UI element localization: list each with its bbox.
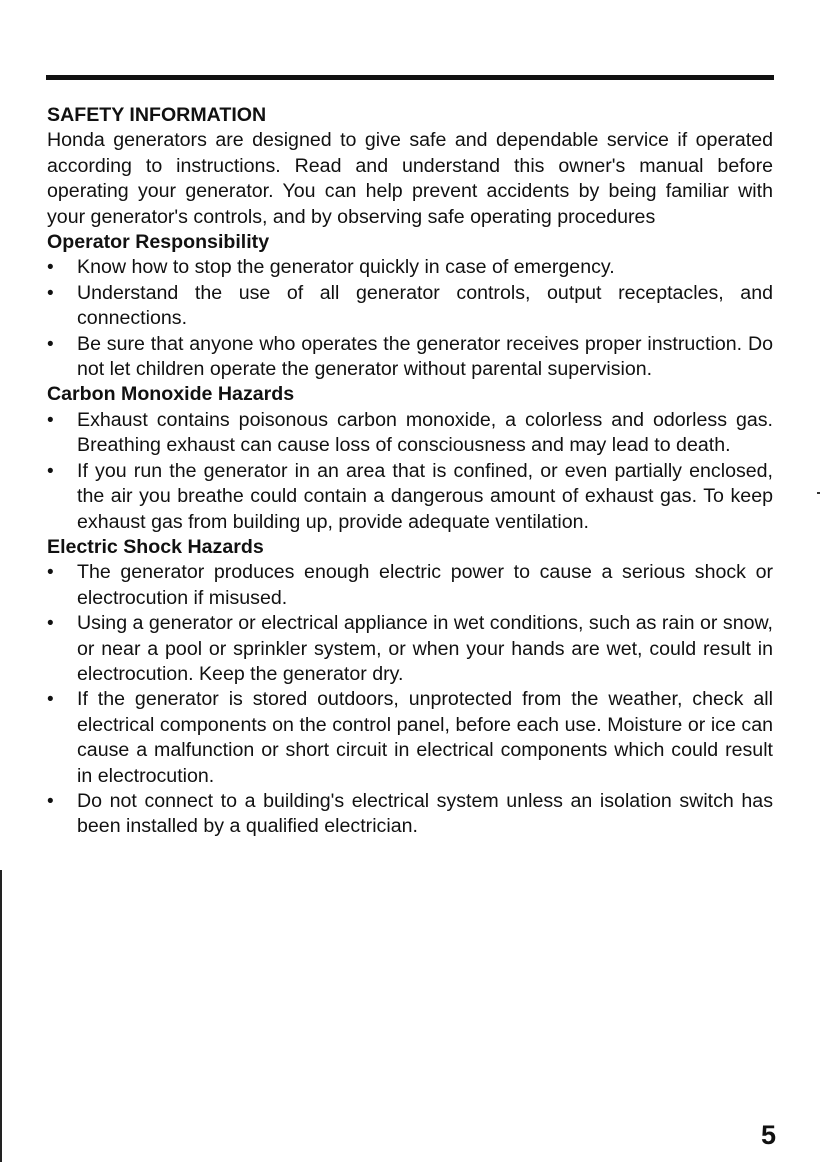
list-item: • Exhaust contains poisonous carbon monoxide, a colorless and odorless gas. Breathing exhaust can cause loss of consciousness and may lead to death.	[47, 408, 773, 459]
list-item: • Understand the use of all generator controls, output receptacles, and connections.	[47, 281, 773, 332]
operator-title: Operator Responsibility	[47, 231, 270, 254]
safety-intro: Honda generators are designed to give safe and dependable service if operated according to instructions. Read and understand this owner's manual before operating your generator. You can help prevent accidents by being familiar with your generator's controls, and by observing safe operating procedures	[47, 129, 773, 228]
carbon-title: Carbon Monoxide Hazards	[47, 383, 295, 406]
list-item: • Be sure that anyone who operates the generator receives proper instruction. Do not let children operate the generator without parental supervision.	[47, 332, 773, 383]
top-rule	[46, 75, 774, 80]
page-edge	[0, 870, 2, 1162]
list-item: • Using a generator or electrical appliance in wet conditions, such as rain or snow, or near a pool or sprinkler system, or when your hands are wet, could result in electrocution. Keep the generator dry.	[47, 611, 773, 687]
list-item: • Know how to stop the generator quickly in case of emergency.	[47, 255, 773, 280]
electric-title: Electric Shock Hazards	[47, 535, 264, 558]
list-item: • If the generator is stored outdoors, unprotected from the weather, check all electrical components on the control panel, before each use. Moisture or ice can cause a malfunction or short circuit in electrical components which could result in electrocution.	[47, 687, 773, 789]
carbon-list	[47, 408, 773, 535]
list-item: • The generator produces enough electric power to cause a serious shock or electrocution if misused.	[47, 560, 773, 611]
safety-title: SAFETY INFORMATION	[47, 104, 267, 126]
list-item: • Do not connect to a building's electrical system unless an isolation switch has been installed by a qualified electrician.	[47, 789, 773, 840]
list-item: • If you run the generator in an area that is confined, or even partially enclosed, the air you breathe could contain a dangerous amount of exhaust gas. To keep exhaust gas from building up, provide adequate ventilation.	[47, 459, 773, 535]
operator-list	[47, 255, 773, 382]
electric-list	[47, 560, 773, 839]
safety-content	[47, 103, 773, 840]
page-number: 5	[760, 1120, 776, 1150]
stray-mark	[817, 492, 820, 494]
